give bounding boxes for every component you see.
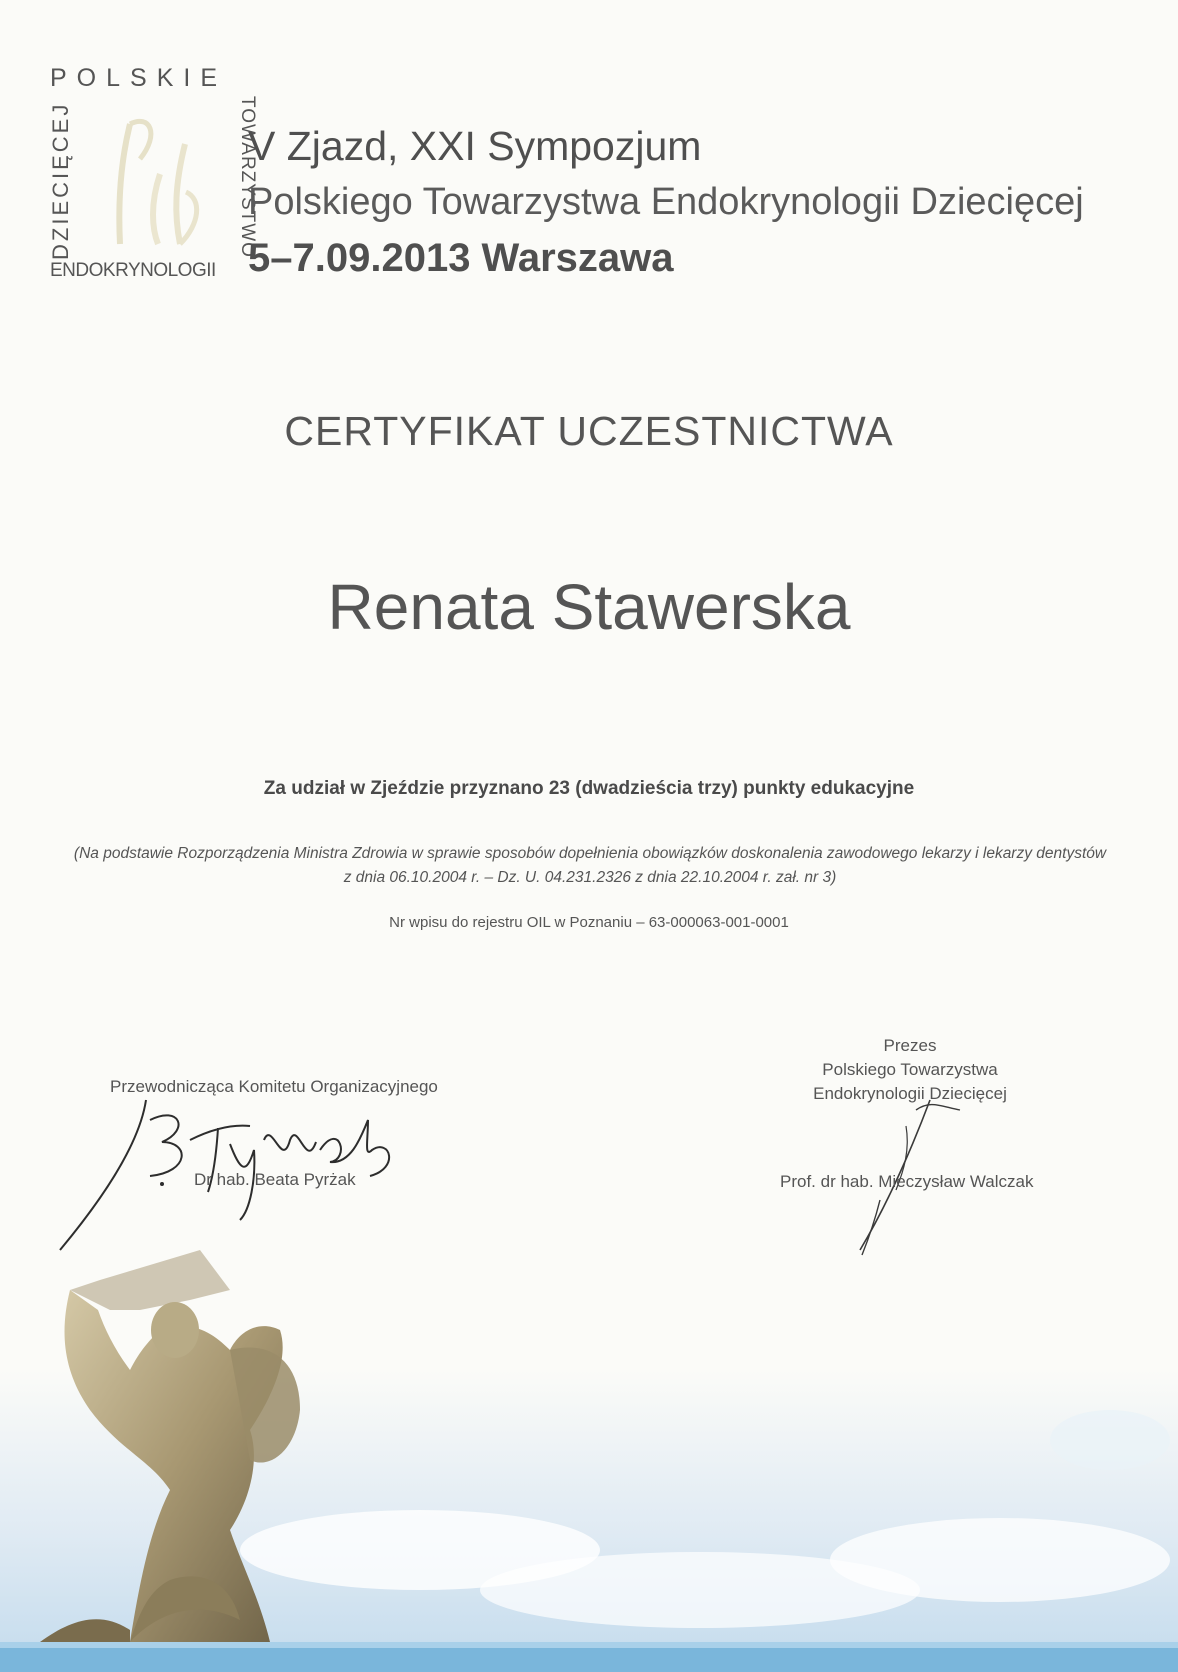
legal-basis	[40, 842, 1140, 890]
points-statement: Za udział w Zjeździe przyznano 23 (dwadzieścia trzy) punkty edukacyjne	[263, 778, 915, 799]
right-role-line-1: Prezes	[883, 1036, 937, 1055]
registry-number: Nr wpisu do rejestru OIL w Poznaniu – 63-000063-001-0001	[389, 914, 789, 931]
event-title: V Zjazd, XXI Sympozjum	[248, 123, 702, 169]
logo-text-left: DZIECIĘCEJ	[48, 101, 73, 260]
legal-basis-line-2: z dnia 06.10.2004 r. – Dz. U. 04.231.2326 z dnia 22.10.2004 r. zał. nr 3)	[343, 869, 837, 886]
society-logo	[44, 64, 258, 282]
logo-text-top: POLSKIE	[50, 64, 227, 92]
recipient-name: Renata Stawerska	[327, 571, 851, 643]
right-role-line-2: Polskiego Towarzystwa	[822, 1060, 998, 1079]
event-header	[248, 118, 1084, 286]
event-date-place: 5–7.09.2013 Warszawa	[248, 236, 674, 280]
right-signatory-name: Prof. dr hab. Mieczysław Walczak	[780, 1172, 1034, 1191]
logo-monogram-icon	[90, 104, 210, 254]
event-organizer: Polskiego Towarzystwa Endokrynologii Dziecięcej	[248, 181, 1084, 223]
right-role-line-3: Endokrynologii Dziecięcej	[813, 1084, 1007, 1103]
left-signatory-name: Dr hab. Beata Pyrżak	[194, 1170, 356, 1189]
logo-text-bottom: ENDOKRYNOLOGII	[50, 260, 216, 281]
left-signatory-role: Przewodnicząca Komitetu Organizacyjnego	[110, 1077, 438, 1096]
logo-text-right: TOWARZYSTWO	[237, 96, 258, 258]
mermaid-statue-illustration	[0, 1250, 1178, 1672]
certificate-title: CERTYFIKAT UCZESTNICTWA	[284, 408, 894, 454]
legal-basis-line-1: (Na podstawie Rozporządzenia Ministra Zdrowia w sprawie sposobów dopełnienia obowiązków doskonalenia zawodowego lekarzy i lekarzy dentystów	[73, 845, 1107, 862]
